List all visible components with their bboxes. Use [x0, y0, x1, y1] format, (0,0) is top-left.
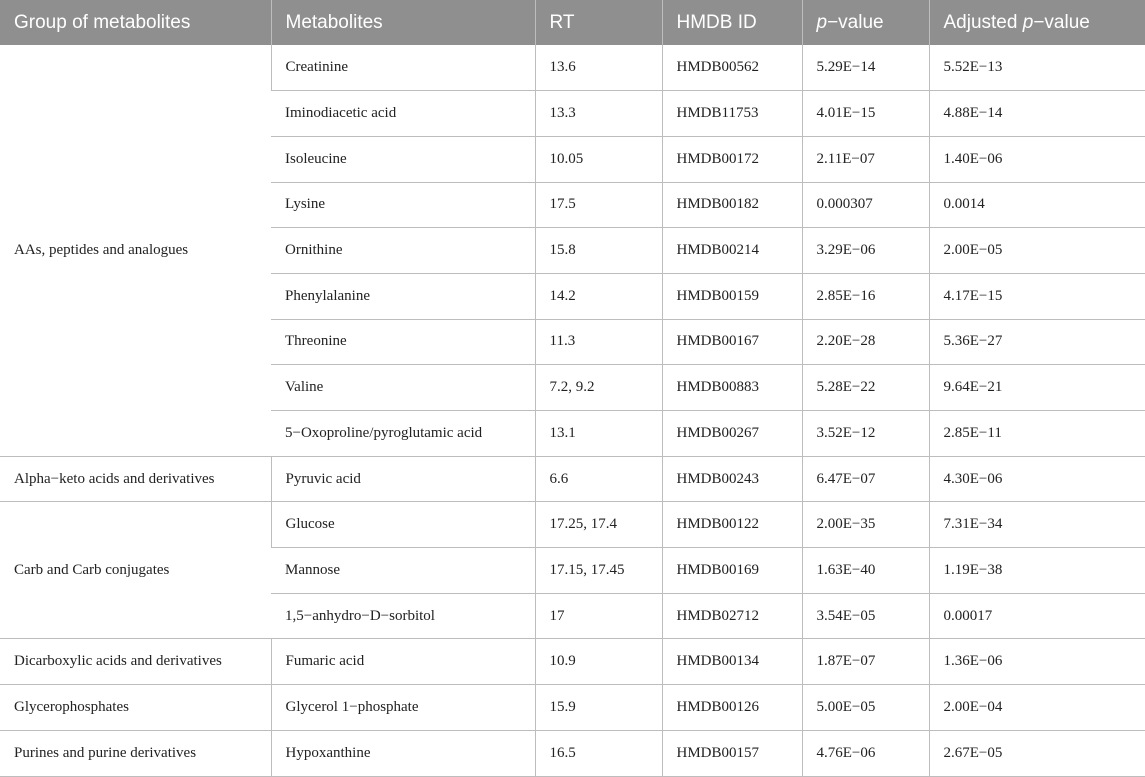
p-value-cell: 1.63E−40	[802, 548, 929, 594]
header-adjusted-p-value	[929, 0, 1145, 45]
p-value-cell: 5.28E−22	[802, 365, 929, 411]
adjusted-p-value-cell: 5.36E−27	[929, 319, 1145, 365]
adjusted-p-value-cell: 9.64E−21	[929, 365, 1145, 411]
p-value-cell: 4.01E−15	[802, 91, 929, 137]
rt-cell: 6.6	[535, 456, 662, 502]
hmdb-id-cell: HMDB00159	[662, 273, 802, 319]
rt-cell: 15.8	[535, 228, 662, 274]
table-row	[0, 502, 1145, 548]
header-adj-italic: p	[1022, 11, 1034, 33]
p-value-cell: 2.85E−16	[802, 273, 929, 319]
adjusted-p-value-cell: 1.19E−38	[929, 548, 1145, 594]
p-value-cell: 3.52E−12	[802, 411, 929, 457]
rt-cell: 7.2, 9.2	[535, 365, 662, 411]
table-body	[0, 45, 1145, 776]
adjusted-p-value-cell: 4.17E−15	[929, 273, 1145, 319]
p-value-cell: 2.00E−35	[802, 502, 929, 548]
adjusted-p-value-cell: 0.0014	[929, 182, 1145, 228]
rt-cell: 17.25, 17.4	[535, 502, 662, 548]
p-value-cell: 1.87E−07	[802, 639, 929, 685]
metabolite-cell: Ornithine	[271, 228, 535, 274]
p-value-cell: 3.29E−06	[802, 228, 929, 274]
hmdb-id-cell: HMDB00883	[662, 365, 802, 411]
metabolite-cell: Creatinine	[271, 45, 535, 91]
rt-cell: 13.1	[535, 411, 662, 457]
header-adj-prefix: Adjusted	[943, 11, 1023, 33]
metabolite-cell: Hypoxanthine	[271, 730, 535, 776]
adjusted-p-value-cell: 7.31E−34	[929, 502, 1145, 548]
hmdb-id-cell: HMDB00562	[662, 45, 802, 91]
metabolite-cell: Lysine	[271, 182, 535, 228]
metabolite-cell: Glucose	[271, 502, 535, 548]
hmdb-id-cell: HMDB00134	[662, 639, 802, 685]
adjusted-p-value-cell: 1.36E−06	[929, 639, 1145, 685]
metabolite-cell: Valine	[271, 365, 535, 411]
rt-cell: 10.05	[535, 136, 662, 182]
header-metabolites: Metabolites	[271, 0, 535, 45]
rt-cell: 17.15, 17.45	[535, 548, 662, 594]
metabolite-cell: Threonine	[271, 319, 535, 365]
adjusted-p-value-cell: 4.88E−14	[929, 91, 1145, 137]
adjusted-p-value-cell: 2.00E−04	[929, 685, 1145, 731]
p-value-cell: 3.54E−05	[802, 593, 929, 639]
adjusted-p-value-cell: 5.52E−13	[929, 45, 1145, 91]
metabolite-cell: 5−Oxoproline/pyroglutamic acid	[271, 411, 535, 457]
adjusted-p-value-cell: 2.85E−11	[929, 411, 1145, 457]
header-group: Group of metabolites	[0, 0, 271, 45]
hmdb-id-cell: HMDB00172	[662, 136, 802, 182]
rt-cell: 17	[535, 593, 662, 639]
metabolite-cell: Mannose	[271, 548, 535, 594]
p-value-cell: 0.000307	[802, 182, 929, 228]
rt-cell: 10.9	[535, 639, 662, 685]
table-row	[0, 456, 1145, 502]
metabolite-cell: Glycerol 1−phosphate	[271, 685, 535, 731]
p-value-cell: 6.47E−07	[802, 456, 929, 502]
metabolite-cell: Iminodiacetic acid	[271, 91, 535, 137]
p-value-cell: 4.76E−06	[802, 730, 929, 776]
group-cell: Alpha−keto acids and derivatives	[0, 456, 271, 502]
header-row	[0, 0, 1145, 45]
metabolite-cell: Fumaric acid	[271, 639, 535, 685]
p-value-cell: 5.00E−05	[802, 685, 929, 731]
group-cell: Carb and Carb conjugates	[0, 502, 271, 639]
header-rt: RT	[535, 0, 662, 45]
group-cell: Dicarboxylic acids and derivatives	[0, 639, 271, 685]
table-row	[0, 685, 1145, 731]
group-cell: AAs, peptides and analogues	[0, 45, 271, 456]
adjusted-p-value-cell: 2.67E−05	[929, 730, 1145, 776]
hmdb-id-cell: HMDB00243	[662, 456, 802, 502]
rt-cell: 16.5	[535, 730, 662, 776]
rt-cell: 14.2	[535, 273, 662, 319]
hmdb-id-cell: HMDB00157	[662, 730, 802, 776]
p-value-cell: 2.11E−07	[802, 136, 929, 182]
hmdb-id-cell: HMDB00214	[662, 228, 802, 274]
table-row	[0, 45, 1145, 91]
hmdb-id-cell: HMDB00126	[662, 685, 802, 731]
group-cell: Purines and purine derivatives	[0, 730, 271, 776]
rt-cell: 13.6	[535, 45, 662, 91]
rt-cell: 17.5	[535, 182, 662, 228]
rt-cell: 13.3	[535, 91, 662, 137]
hmdb-id-cell: HMDB00122	[662, 502, 802, 548]
hmdb-id-cell: HMDB00267	[662, 411, 802, 457]
header-p-value	[802, 0, 929, 45]
table-header	[0, 0, 1145, 45]
p-value-cell: 5.29E−14	[802, 45, 929, 91]
hmdb-id-cell: HMDB02712	[662, 593, 802, 639]
hmdb-id-cell: HMDB00182	[662, 182, 802, 228]
hmdb-id-cell: HMDB00169	[662, 548, 802, 594]
hmdb-id-cell: HMDB11753	[662, 91, 802, 137]
header-p-italic: p	[816, 11, 828, 33]
adjusted-p-value-cell: 1.40E−06	[929, 136, 1145, 182]
adjusted-p-value-cell: 0.00017	[929, 593, 1145, 639]
metabolite-cell: Isoleucine	[271, 136, 535, 182]
metabolite-cell: Phenylalanine	[271, 273, 535, 319]
metabolite-cell: Pyruvic acid	[271, 456, 535, 502]
hmdb-id-cell: HMDB00167	[662, 319, 802, 365]
header-hmdb-id: HMDB ID	[662, 0, 802, 45]
p-value-cell: 2.20E−28	[802, 319, 929, 365]
header-adj-suffix: −value	[1033, 11, 1090, 33]
table-row	[0, 730, 1145, 776]
rt-cell: 11.3	[535, 319, 662, 365]
metabolite-cell: 1,5−anhydro−D−sorbitol	[271, 593, 535, 639]
adjusted-p-value-cell: 4.30E−06	[929, 456, 1145, 502]
group-cell: Glycerophosphates	[0, 685, 271, 731]
header-p-suffix: −value	[827, 11, 884, 33]
table-row	[0, 639, 1145, 685]
rt-cell: 15.9	[535, 685, 662, 731]
adjusted-p-value-cell: 2.00E−05	[929, 228, 1145, 274]
